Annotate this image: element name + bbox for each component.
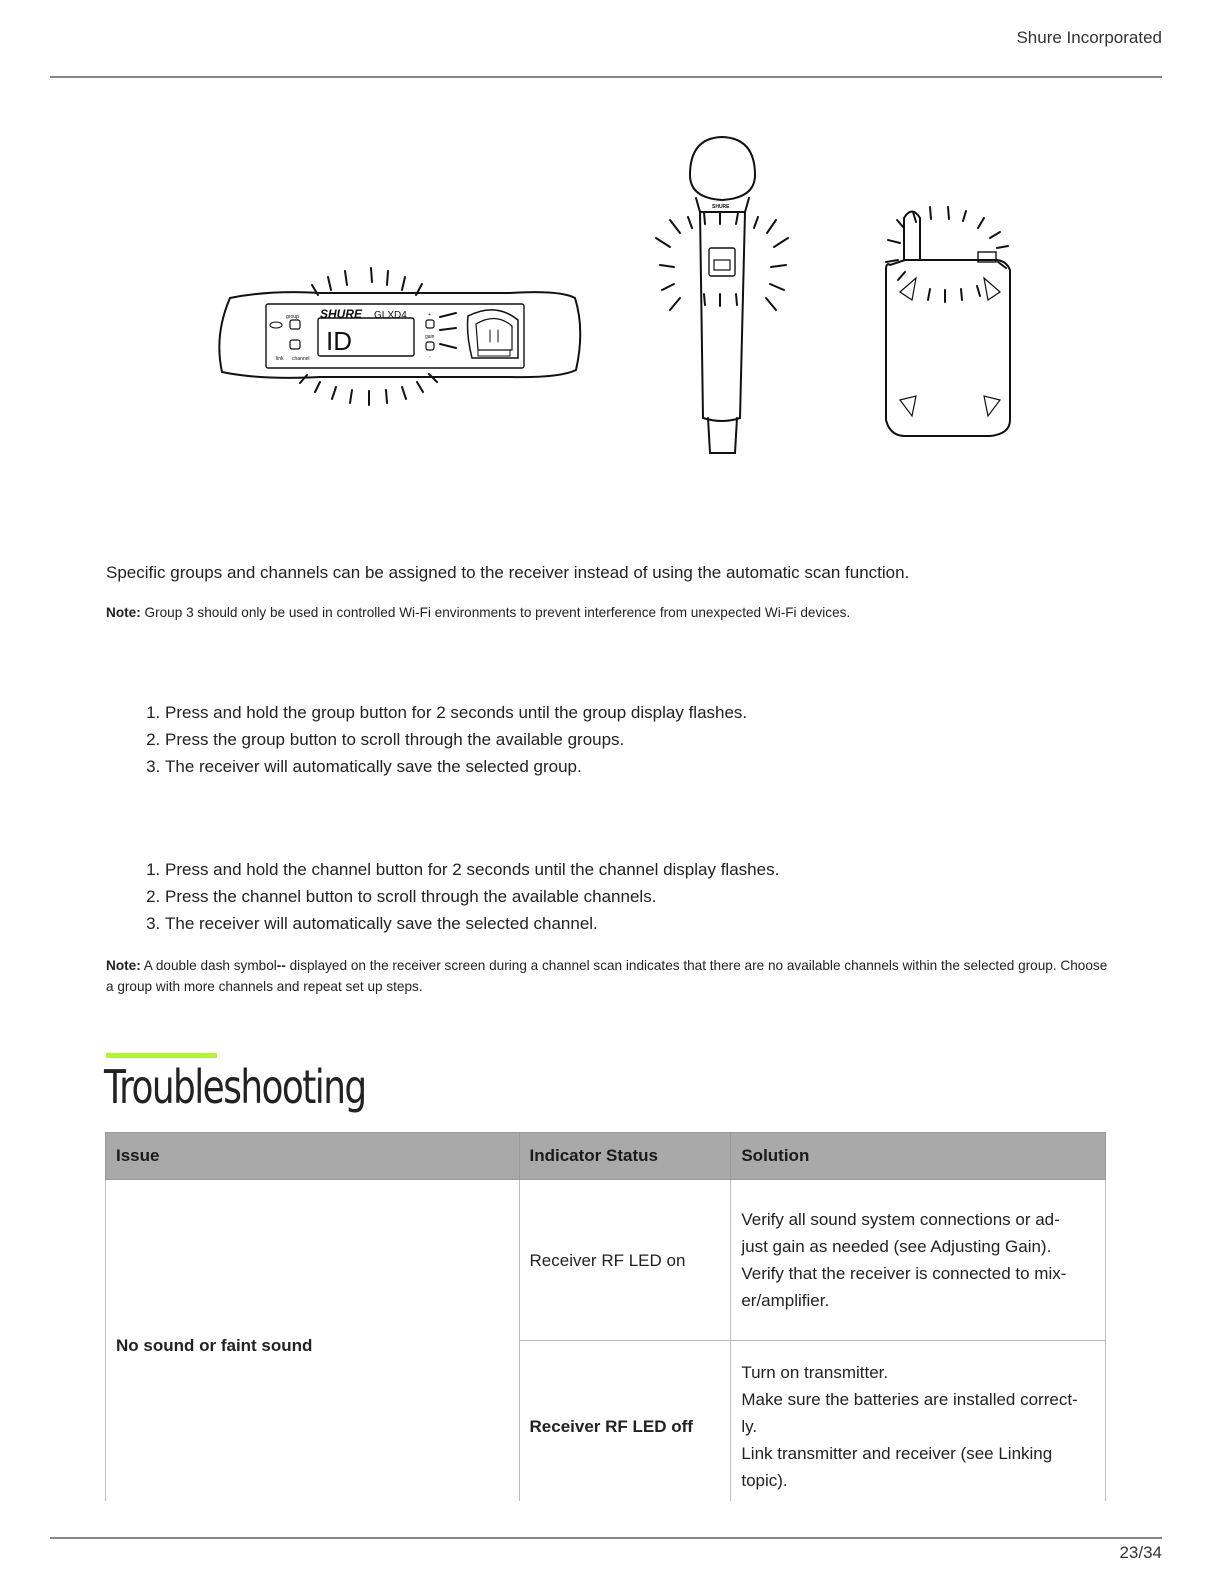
header-company: Shure Incorporated [1016, 28, 1162, 47]
table-row [106, 1180, 1106, 1341]
receiver-brand-logo: SHURE [320, 307, 363, 321]
bodypack-illustration [886, 207, 1010, 436]
double-dash-symbol: -- [276, 958, 286, 973]
list-item: 2. Press the group button to scroll through the available groups. [165, 726, 747, 753]
solution-line: just gain as needed (see Adjusting Gain). [741, 1237, 1052, 1256]
note-text: displayed on the receiver screen during a channel scan indicates that there are no available channels within the selected group. Choose a group with more channels and repeat set up steps. [106, 958, 1108, 994]
receiver-label-link: link [276, 356, 284, 362]
section-accent-bar [106, 1053, 217, 1058]
note-double-dash [106, 955, 1116, 997]
note-label: Note: [106, 605, 141, 620]
header-rule [50, 76, 1162, 78]
header-indicator-status: Indicator Status [519, 1133, 731, 1180]
receiver-label-gain: gain [425, 334, 435, 340]
list-item: 1. Press and hold the group button for 2 seconds until the group display flashes. [165, 699, 747, 726]
receiver-display-text: ID [326, 326, 352, 356]
note-text: A double dash symbol [140, 958, 277, 973]
header-solution: Solution [731, 1133, 1106, 1180]
note-text: Group 3 should only be used in controlled Wi-Fi environments to prevent interference from unexpected Wi-Fi devices. [140, 605, 851, 620]
table-header-row [106, 1133, 1106, 1180]
section-title: Troubleshooting [104, 1060, 366, 1114]
solution-cell [731, 1341, 1106, 1512]
page-bottom-mask [0, 1501, 1224, 1535]
troubleshooting-table [105, 1132, 1106, 1512]
solution-line: topic). [741, 1470, 788, 1490]
list-item: 3. The receiver will automatically save the selected channel. [165, 910, 779, 937]
solution-line: Verify all sound system connections or ad- [741, 1210, 1060, 1229]
status-cell: Receiver RF LED off [519, 1341, 731, 1512]
microphone-illustration [656, 137, 788, 453]
solution-line: Make sure the batteries are installed correct- [741, 1389, 1078, 1409]
footer-rule [50, 1537, 1162, 1539]
solution-line: er/amplifier. [741, 1291, 830, 1310]
list-item: 3. The receiver will automatically save the selected group. [165, 753, 747, 780]
mic-brand-logo: SHURE [712, 204, 730, 210]
solution-line: Turn on transmitter. [741, 1362, 889, 1382]
status-cell: Receiver RF LED on [519, 1180, 731, 1341]
receiver-label-plus: + [428, 312, 431, 318]
solution-line: Verify that the receiver is connected to mix- [741, 1264, 1067, 1283]
receiver-label-minus: - [429, 354, 431, 360]
note-group3 [106, 602, 1116, 623]
issue-cell: No sound or faint sound [106, 1180, 520, 1512]
page-number: 23/34 [1119, 1543, 1162, 1562]
header-issue: Issue [106, 1133, 520, 1180]
solution-cell [731, 1180, 1106, 1341]
solution-line: ly. [741, 1416, 758, 1436]
intro-paragraph: Specific groups and channels can be assigned to the receiver instead of using the automatic scan function. [106, 563, 910, 582]
list-item: 1. Press and hold the channel button for 2 seconds until the channel display flashes. [165, 856, 779, 883]
device-illustration [200, 120, 1040, 470]
receiver-illustration [219, 268, 580, 405]
note-label: Note: [106, 958, 141, 973]
receiver-label-channel: channel [292, 356, 310, 362]
channel-steps-list [106, 856, 779, 937]
receiver-model: GLXD4 [374, 310, 407, 321]
receiver-label-group: group [286, 314, 299, 320]
solution-line: Link transmitter and receiver (see Linking [741, 1443, 1053, 1463]
list-item: 2. Press the channel button to scroll through the available channels. [165, 883, 779, 910]
group-steps-list [106, 699, 747, 780]
